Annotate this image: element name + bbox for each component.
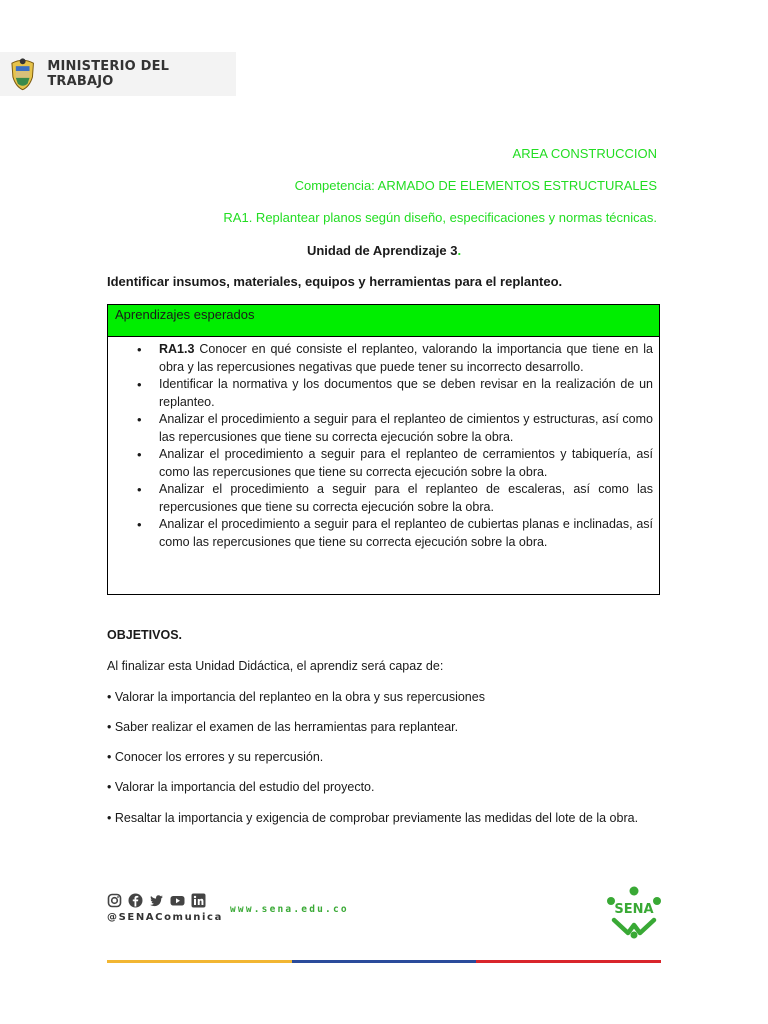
expected-learning-list	[137, 341, 653, 551]
social-icons	[107, 893, 206, 908]
ra-code: RA1.3	[159, 342, 195, 356]
facebook-icon[interactable]	[128, 893, 143, 908]
colombia-coat-of-arms-icon	[8, 57, 37, 91]
table-body	[108, 337, 659, 551]
ministry-name: MINISTERIO DEL TRABAJO	[47, 59, 170, 89]
list-item-text: Conocer en qué consiste el replanteo, valorando la importancia que tiene en la obra y las repercusiones negativas que puede tener su incorrecto desarrollo.	[159, 342, 653, 374]
website-link[interactable]: www.sena.edu.co	[230, 904, 349, 915]
color-bar-red	[476, 960, 661, 963]
instagram-icon[interactable]	[107, 893, 122, 908]
objectives-intro: Al finalizar esta Unidad Didáctica, el aprendiz será capaz de:	[107, 659, 444, 673]
objective-item: • Valorar la importancia del replanteo en la obra y sus repercusiones	[107, 690, 485, 704]
ministry-logo	[0, 52, 236, 96]
expected-learning-table	[107, 304, 660, 595]
unit-objective: Identificar insumos, materiales, equipos y herramientas para el replanteo.	[107, 274, 563, 289]
color-bar-yellow	[107, 960, 292, 963]
list-item: • Analizar el procedimiento a seguir para el replanteo de cerramientos y tabiquería, así como las repercusiones que tiene su correcta ejecución sobre la obra.	[137, 446, 653, 481]
objective-item: • Valorar la importancia del estudio del proyecto.	[107, 780, 375, 794]
objectives-title: OBJETIVOS.	[107, 628, 183, 642]
learning-unit-dot: .	[457, 243, 462, 258]
learning-unit-title	[0, 243, 768, 258]
social-handle: @SENAComunica	[107, 912, 223, 923]
competencia-line: Competencia: ARMADO DE ELEMENTOS ESTRUCTURALES	[294, 178, 657, 193]
youtube-icon[interactable]	[170, 893, 185, 908]
objective-item: • Saber realizar el examen de las herramientas para replantear.	[107, 720, 459, 734]
list-item: • Analizar el procedimiento a seguir para el replanteo de escaleras, así como las repercusiones que tiene su correcta ejecución sobre la obra.	[137, 481, 653, 516]
list-item	[137, 341, 653, 376]
ra1-line: RA1. Replantear planos según diseño, especificaciones y normas técnicas.	[223, 210, 657, 225]
twitter-icon[interactable]	[149, 893, 164, 908]
learning-unit-label: Unidad de Aprendizaje 3	[306, 243, 458, 258]
table-header: Aprendizajes esperados	[108, 305, 659, 337]
list-item: • Identificar la normativa y los documentos que se deben revisar en la realización de un replanteo.	[137, 376, 653, 411]
list-item: • Analizar el procedimiento a seguir para el replanteo de cubiertas planas e inclinadas, así como las repercusiones que tiene su correcta ejecución sobre la obra.	[137, 516, 653, 551]
objective-item: • Resaltar la importancia y exigencia de comprobar previamente las medidas del lote de la obra.	[107, 811, 639, 825]
color-bar-blue	[292, 960, 477, 963]
area-title: AREA CONSTRUCCION	[512, 146, 657, 161]
linkedin-icon[interactable]	[191, 893, 206, 908]
footer-color-bar	[107, 960, 661, 963]
list-item: • Analizar el procedimiento a seguir para el replanteo de cimientos y estructuras, así como las repercusiones que tiene su correcta ejecución sobre la obra.	[137, 411, 653, 446]
sena-logo	[606, 884, 662, 940]
sena-logo-text: SENA	[614, 902, 654, 917]
objective-item: • Conocer los errores y su repercusión.	[107, 750, 324, 764]
